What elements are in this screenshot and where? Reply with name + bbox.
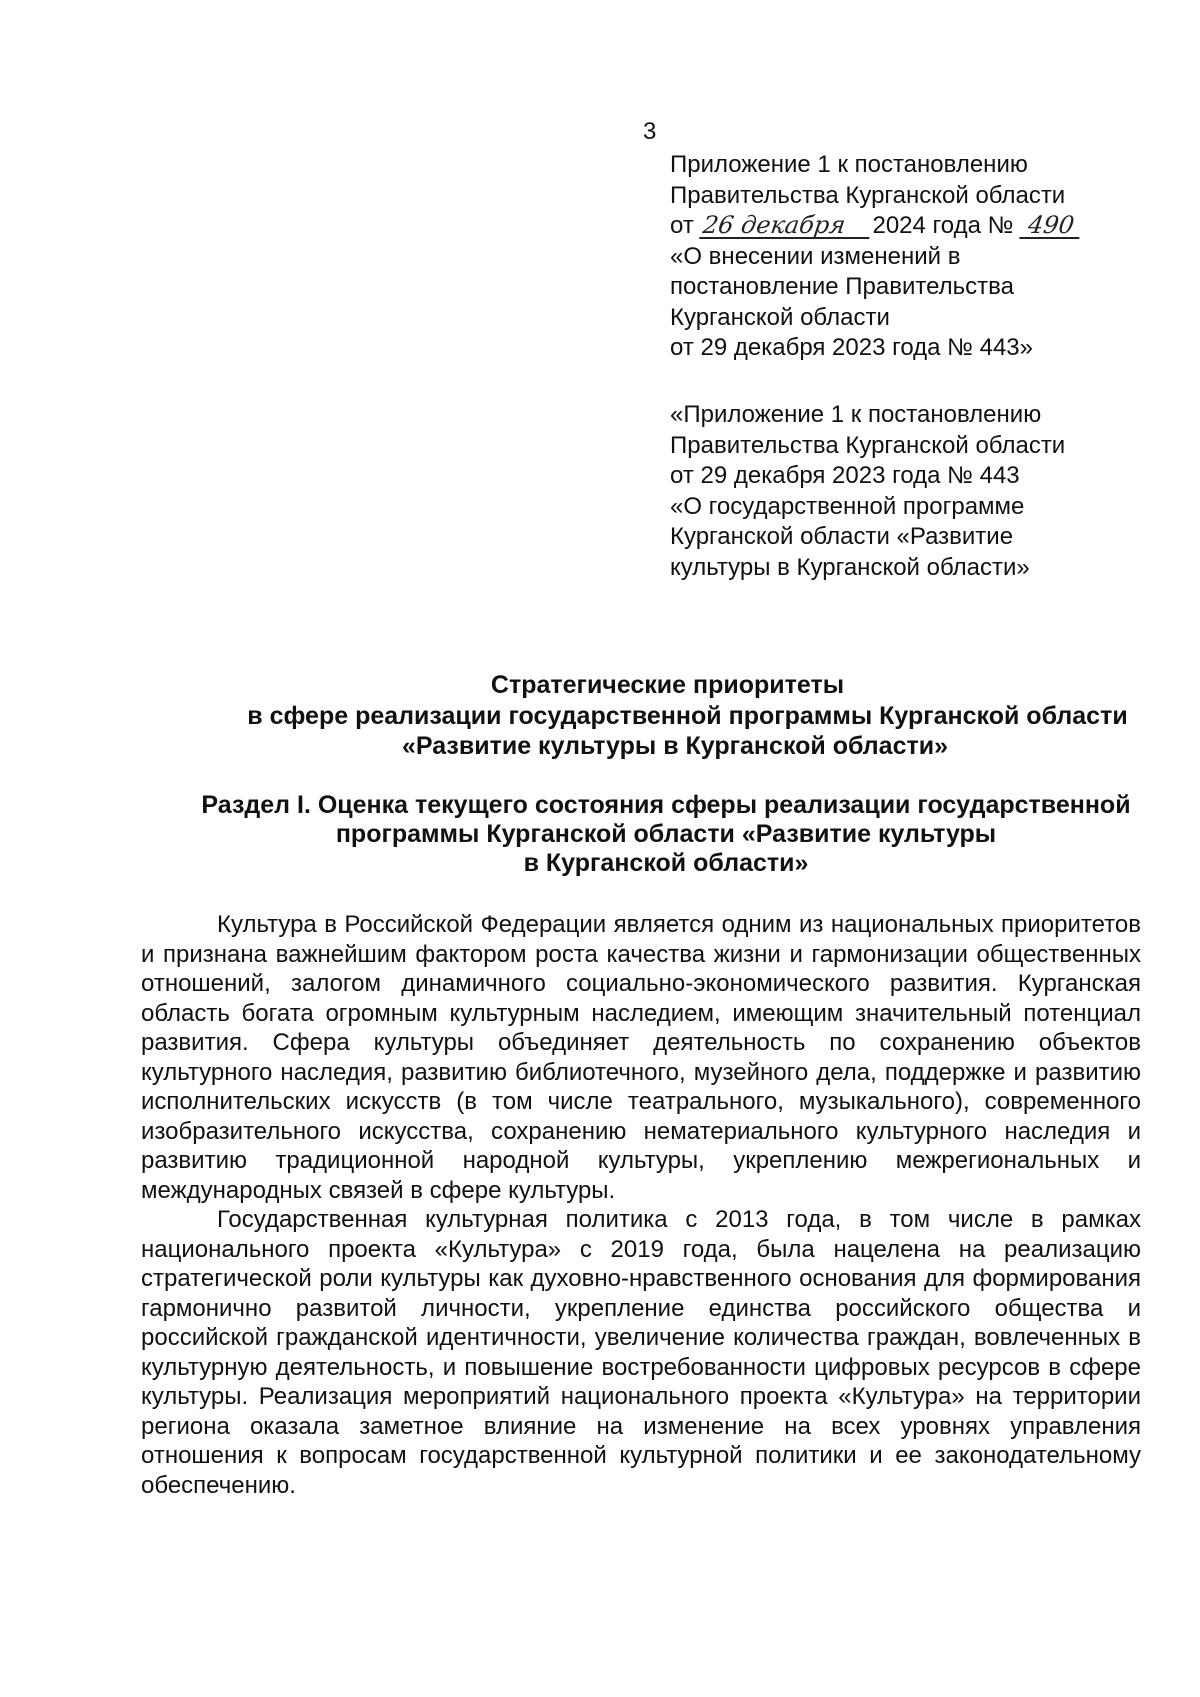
- appendix-2-line: Курганской области «Развитие: [670, 523, 1014, 550]
- section-heading: [150, 791, 1150, 878]
- title-line: Стратегические приоритеты: [490, 671, 845, 699]
- appendix-2-line: «Приложение 1 к постановлению: [670, 401, 1042, 428]
- title-line: «Развитие культуры в Курганской области»: [401, 732, 949, 760]
- appendix-1-line: от 29 декабря 2023 года № 443»: [670, 334, 1033, 361]
- appendix-2-line: Правительства Курганской области: [670, 431, 1066, 459]
- year-label: 2024 года №: [872, 212, 1014, 239]
- handwritten-number: 490: [1019, 213, 1083, 239]
- appendix-2-line: «О государственной программе: [670, 492, 1025, 520]
- appendix-1-line: Курганской области: [670, 303, 890, 331]
- title-line: в сфере реализации государственной программы Курганской области: [247, 701, 1128, 730]
- paragraph: Культура в Российской Федерации является одним из национальных приоритетов и признана важнейшим фактором роста качества жизни и гармонизации общественных отношений, залогом динамичного социально-экономического развития. Курганская область богата огромным культурным наследием, имеющим значительный потенциал развития. Сфера культуры объединяет деятельность по сохранению объектов культурного наследия, развитию библиотечного, музейного дела, поддержке и развитию исполнительских искусств (в том числе театрального, музыкального), современного изобразительного искусства, сохранению нематериального культурного наследия и развитию традиционной народной культуры, укреплению межрегиональных и международных связей в сфере культуры.: [141, 911, 1141, 1204]
- appendix-1-line: «О внесении изменений в: [670, 242, 961, 270]
- appendix-1-date-line: [670, 211, 1150, 242]
- appendix-1-header: [670, 150, 1150, 364]
- handwritten-date: 26 декабря: [700, 213, 874, 239]
- appendix-1-line: Приложение 1 к постановлению: [670, 151, 1028, 178]
- appendix-1-line: постановление Правительства: [670, 273, 1014, 300]
- section-heading-line: в Курганской области»: [523, 849, 809, 877]
- appendix-1-line: Правительства Курганской области: [670, 181, 1066, 209]
- appendix-2-line: от 29 декабря 2023 года № 443: [670, 462, 1020, 489]
- body-text: [141, 910, 1141, 1500]
- page-number: 3: [643, 118, 657, 145]
- document-title: [150, 670, 1150, 762]
- appendix-2-line: культуры в Курганской области»: [670, 553, 1030, 581]
- paragraph: Государственная культурная политика с 2013 года, в том числе в рамках национального проекта «Культура» с 2019 года, была нацелена на реализацию стратегической роли культуры как духовно-нравственного основания для формирования гармонично развитой личности, укрепление единства российского общества и российской гражданской идентичности, увеличение количества граждан, вовлеченных в культурную деятельность, и повышение востребованности цифровых ресурсов в сфере культуры. Реализация мероприятий национального проекта «Культура» на территории региона оказала заметное влияние на изменение на всех уровнях управления отношения к вопросам государственной культурной политики и ее законодательному обеспечению.: [141, 1206, 1141, 1499]
- section-heading-line: Раздел I. Оценка текущего состояния сферы реализации государственной: [201, 791, 1131, 819]
- section-heading-line: программы Курганской области «Развитие культуры: [335, 820, 997, 848]
- appendix-2-header: [670, 400, 1150, 583]
- date-prefix: от: [670, 212, 694, 239]
